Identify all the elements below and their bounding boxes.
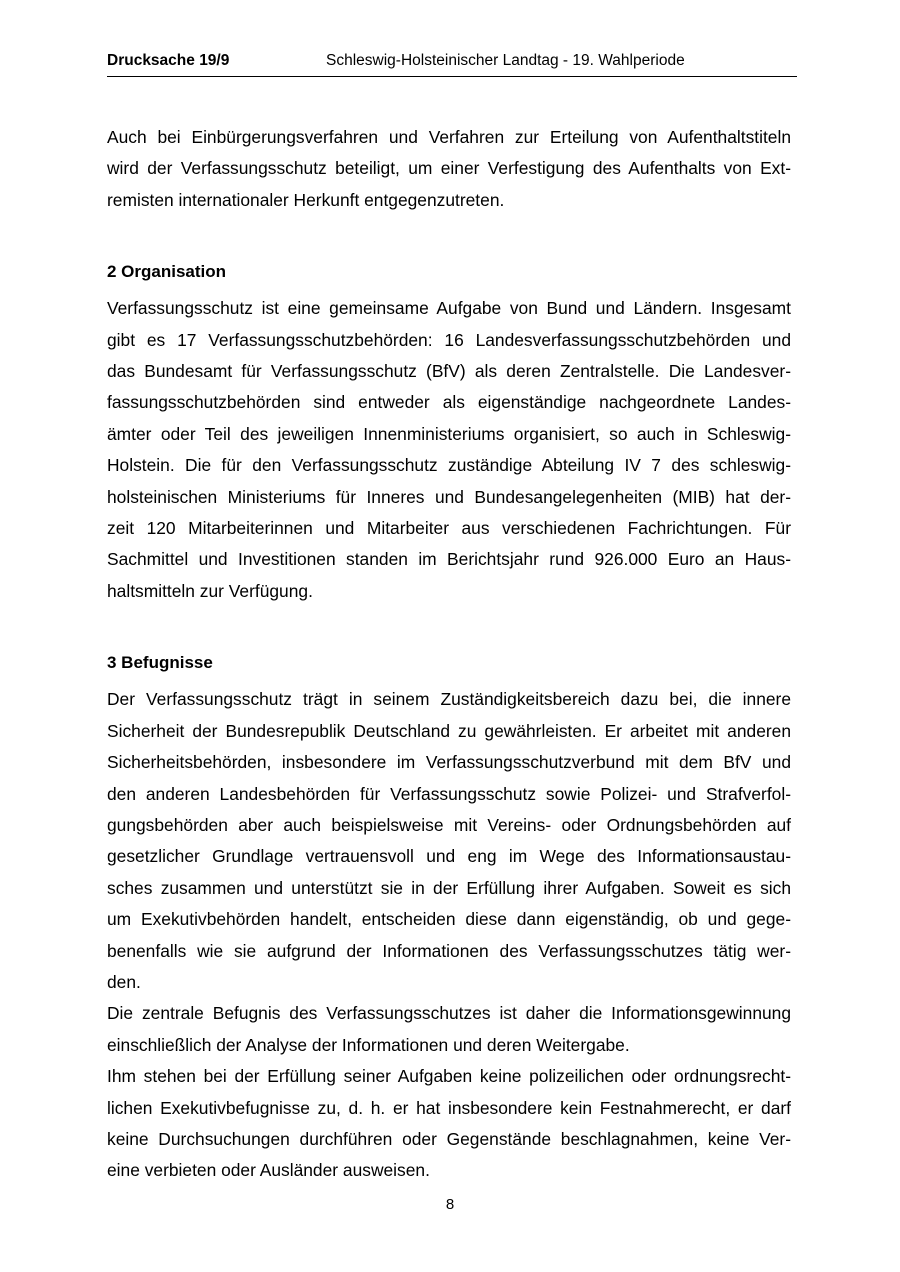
text-line: den.	[107, 971, 141, 992]
text-line: gesetzlicher Grundlage vertrauensvoll und eng im Wege des Informationsaustau-	[107, 846, 791, 867]
text-line: Ihm stehen bei der Erfüllung seiner Aufgaben keine polizeilichen oder ordnungsrecht-	[107, 1066, 791, 1087]
text-line: Die zentrale Befugnis des Verfassungsschutzes ist daher die Informationsgewinnung	[107, 1003, 791, 1024]
text-line: gungsbehörden aber auch beispielsweise mit Vereins- oder Ordnungsbehörden auf	[107, 814, 791, 835]
text-line: gibt es 17 Verfassungsschutzbehörden: 16 Landesverfassungsschutzbehörden und	[107, 329, 791, 350]
text-line: Verfassungsschutz ist eine gemeinsame Aufgabe von Bund und Ländern. Insgesamt	[107, 298, 791, 319]
text-line: zeit 120 Mitarbeiterinnen und Mitarbeiter aus verschiedenen Fachrichtungen. Für	[107, 518, 791, 539]
spacer	[107, 607, 791, 647]
page-number: 8	[445, 1196, 455, 1213]
page-header	[107, 51, 797, 73]
text-line: einschließlich der Analyse der Informationen und deren Weitergabe.	[107, 1034, 630, 1055]
header-divider	[107, 76, 797, 77]
text-line: Sachmittel und Investitionen standen im Berichtsjahr rund 926.000 Euro an Haus-	[107, 549, 791, 570]
header-title: Schleswig-Holsteinischer Landtag - 19. Wahlperiode	[326, 52, 685, 69]
spacer	[107, 216, 791, 256]
text-line: sches zusammen und unterstützt sie in der Erfüllung ihrer Aufgaben. Soweit es sich	[107, 877, 791, 898]
text-line: das Bundesamt für Verfassungsschutz (BfV) als deren Zentralstelle. Die Landesver-	[107, 361, 791, 382]
text-line: keine Durchsuchungen durchführen oder Gegenstände beschlagnahmen, keine Ver-	[107, 1128, 791, 1149]
page-body	[107, 122, 791, 1187]
text-line: ämter oder Teil des jeweiligen Innenministeriums organisiert, so auch in Schleswig-	[107, 423, 791, 444]
text-line: Sicherheitsbehörden, insbesondere im Verfassungsschutzverbund mit dem BfV und	[107, 752, 791, 773]
text-line: Holstein. Die für den Verfassungsschutz zuständige Abteilung IV 7 des schleswig-	[107, 455, 791, 476]
befugnisse-paragraph-2	[107, 998, 791, 1061]
text-line: wird der Verfassungsschutz beteiligt, um einer Verfestigung des Aufenthalts von Ext-	[107, 158, 791, 179]
text-line: haltsmitteln zur Verfügung.	[107, 580, 313, 601]
text-line: eine verbieten oder Ausländer ausweisen.	[107, 1160, 430, 1181]
text-line: lichen Exekutivbefugnisse zu, d. h. er hat insbesondere kein Festnahmerecht, er darf	[107, 1097, 791, 1118]
intro-paragraph	[107, 122, 791, 216]
text-line: Der Verfassungsschutz trägt in seinem Zuständigkeitsbereich dazu bei, die innere	[107, 689, 791, 710]
organisation-paragraph	[107, 293, 791, 607]
befugnisse-paragraph-1	[107, 684, 791, 998]
text-line: den anderen Landesbehörden für Verfassungsschutz sowie Polizei- und Strafverfol-	[107, 783, 791, 804]
text-line: remisten internationaler Herkunft entgegenzutreten.	[107, 189, 505, 210]
section-heading-organisation: 2 Organisation	[107, 262, 227, 282]
text-line: benenfalls wie sie aufgrund der Informationen des Verfassungsschutzes tätig wer-	[107, 940, 791, 961]
text-line: holsteinischen Ministeriums für Inneres und Bundesangelegenheiten (MIB) hat der-	[107, 486, 791, 507]
text-line: Sicherheit der Bundesrepublik Deutschland zu gewährleisten. Er arbeitet mit anderen	[107, 720, 791, 741]
text-line: fassungsschutzbehörden sind entweder als eigenständige nachgeordnete Landes-	[107, 392, 791, 413]
text-line: um Exekutivbehörden handelt, entscheiden diese dann eigenständig, ob und gege-	[107, 909, 791, 930]
befugnisse-paragraph-3	[107, 1061, 791, 1187]
text-line: Auch bei Einbürgerungsverfahren und Verfahren zur Erteilung von Aufenthaltstiteln	[107, 127, 791, 147]
section-heading-befugnisse: 3 Befugnisse	[107, 653, 213, 673]
document-number: Drucksache 19/9	[107, 52, 230, 69]
